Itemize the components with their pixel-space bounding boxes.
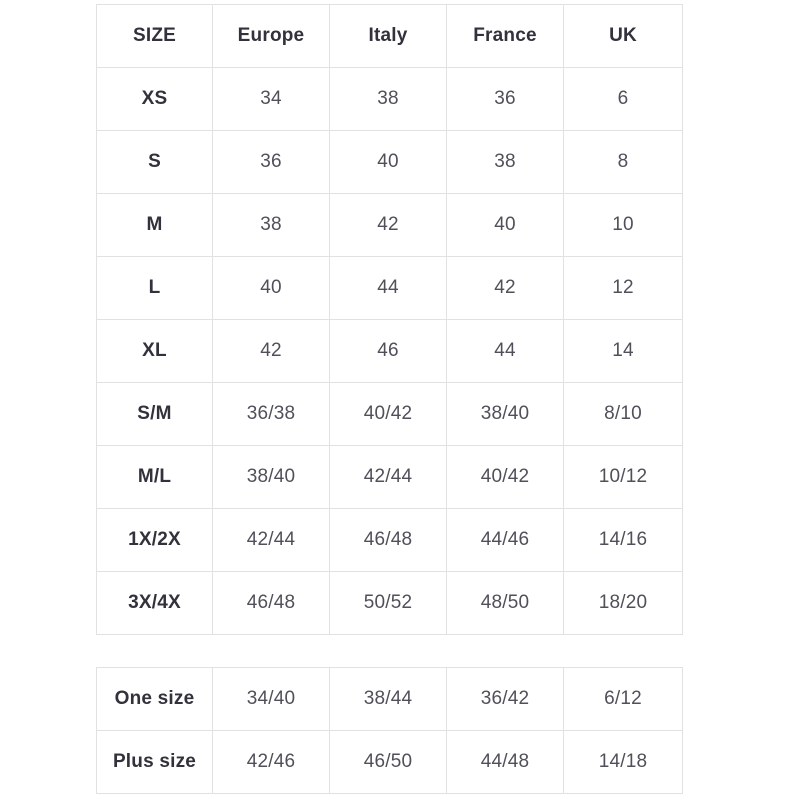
value-cell: 42/44 [213, 509, 330, 572]
value-cell: 6 [564, 68, 683, 131]
size-conversion-table [96, 4, 683, 635]
header-row [97, 5, 683, 68]
table-row-s [97, 131, 683, 194]
table-row-one-size [97, 668, 683, 731]
value-cell: 38/40 [447, 383, 564, 446]
size-label-cell: S/M [97, 383, 213, 446]
value-cell: 38 [213, 194, 330, 257]
value-cell: 36/38 [213, 383, 330, 446]
value-cell: 40 [447, 194, 564, 257]
table-row-m [97, 194, 683, 257]
value-cell: 14 [564, 320, 683, 383]
value-cell: 12 [564, 257, 683, 320]
value-cell: 10/12 [564, 446, 683, 509]
size-label-cell: XL [97, 320, 213, 383]
value-cell: 14/18 [564, 731, 683, 794]
tables-container [96, 4, 682, 794]
size-label-cell: S [97, 131, 213, 194]
table-row-xl [97, 320, 683, 383]
table-row-xs [97, 68, 683, 131]
value-cell: 34 [213, 68, 330, 131]
value-cell: 38 [330, 68, 447, 131]
size-label-cell: 3X/4X [97, 572, 213, 635]
size-label-cell: XS [97, 68, 213, 131]
value-cell: 46/48 [213, 572, 330, 635]
value-cell: 44/46 [447, 509, 564, 572]
value-cell: 40 [330, 131, 447, 194]
value-cell: 14/16 [564, 509, 683, 572]
value-cell: 44/48 [447, 731, 564, 794]
value-cell: 42 [447, 257, 564, 320]
value-cell: 44 [330, 257, 447, 320]
size-label-cell: M/L [97, 446, 213, 509]
value-cell: 34/40 [213, 668, 330, 731]
header-cell-france: France [447, 5, 564, 68]
value-cell: 36/42 [447, 668, 564, 731]
size-label-cell: M [97, 194, 213, 257]
value-cell: 40/42 [330, 383, 447, 446]
value-cell: 40/42 [447, 446, 564, 509]
value-cell: 8/10 [564, 383, 683, 446]
value-cell: 46/50 [330, 731, 447, 794]
value-cell: 38/44 [330, 668, 447, 731]
value-cell: 40 [213, 257, 330, 320]
value-cell: 44 [447, 320, 564, 383]
table-row-1x2x [97, 509, 683, 572]
value-cell: 38 [447, 131, 564, 194]
value-cell: 38/40 [213, 446, 330, 509]
value-cell: 50/52 [330, 572, 447, 635]
table-row-sm [97, 383, 683, 446]
value-cell: 42 [330, 194, 447, 257]
tables-spacer [96, 635, 682, 667]
header-cell-size: SIZE [97, 5, 213, 68]
value-cell: 18/20 [564, 572, 683, 635]
table-row-ml [97, 446, 683, 509]
size-label-cell: Plus size [97, 731, 213, 794]
value-cell: 36 [213, 131, 330, 194]
value-cell: 42/46 [213, 731, 330, 794]
size-label-cell: One size [97, 668, 213, 731]
header-cell-europe: Europe [213, 5, 330, 68]
value-cell: 46 [330, 320, 447, 383]
value-cell: 10 [564, 194, 683, 257]
value-cell: 42/44 [330, 446, 447, 509]
table-row-l [97, 257, 683, 320]
size-label-cell: L [97, 257, 213, 320]
value-cell: 8 [564, 131, 683, 194]
value-cell: 48/50 [447, 572, 564, 635]
table-row-plus-size [97, 731, 683, 794]
value-cell: 36 [447, 68, 564, 131]
header-cell-uk: UK [564, 5, 683, 68]
value-cell: 6/12 [564, 668, 683, 731]
header-cell-italy: Italy [330, 5, 447, 68]
value-cell: 46/48 [330, 509, 447, 572]
size-label-cell: 1X/2X [97, 509, 213, 572]
table-row-3x4x [97, 572, 683, 635]
special-sizes-table [96, 667, 683, 794]
value-cell: 42 [213, 320, 330, 383]
